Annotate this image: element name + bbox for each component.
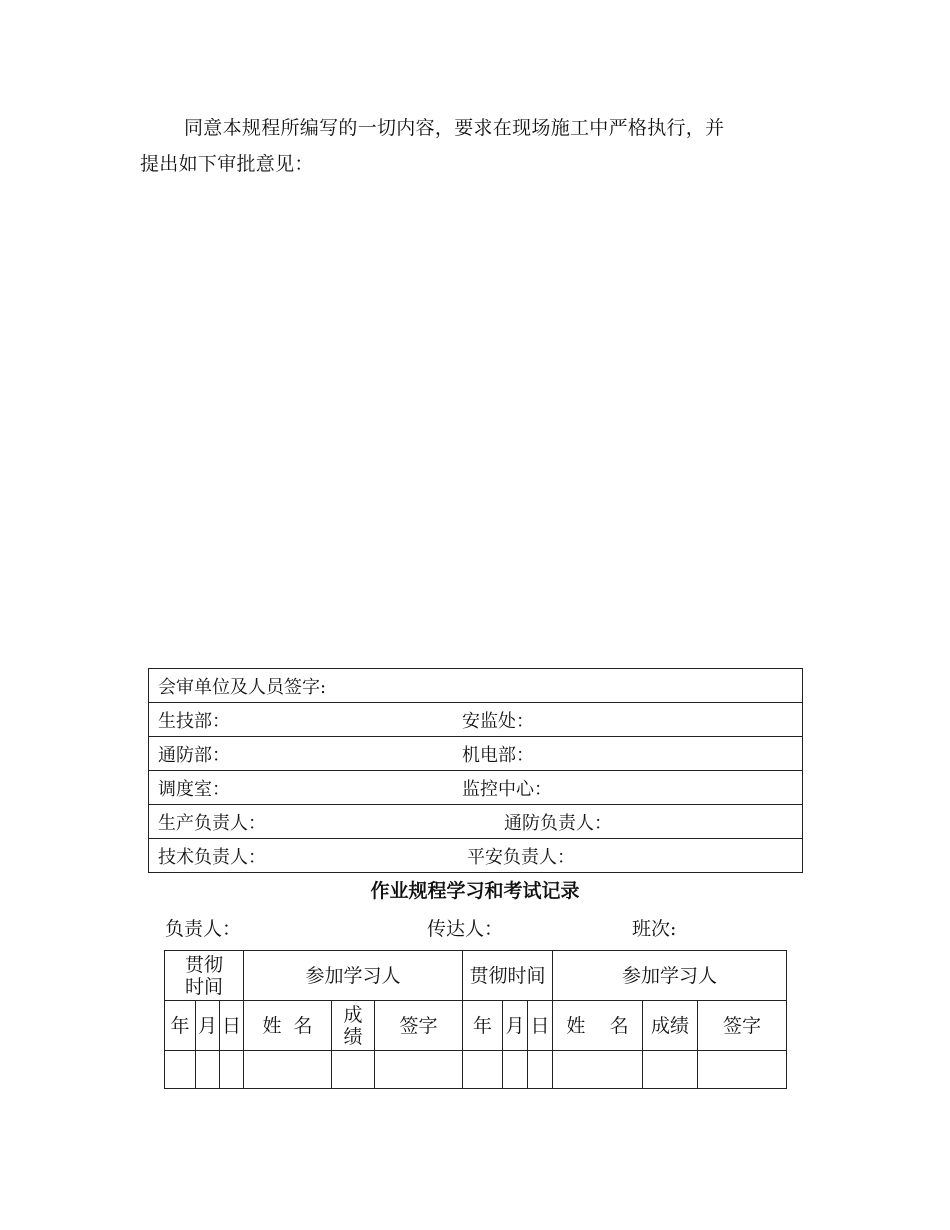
shift-label: 班次: (632, 918, 677, 940)
empty-cell[interactable] (643, 1051, 698, 1089)
empty-cell[interactable] (375, 1051, 463, 1089)
signoff-header: 会审单位及人员签字: (149, 669, 803, 703)
signoff-dept-right: 机电部： (462, 744, 534, 766)
study-record-table (164, 950, 787, 1089)
signoff-row (149, 839, 803, 873)
time-header: 贯彻 时间 (165, 951, 244, 1001)
name-header: 姓 名 (553, 1001, 643, 1051)
score-header: 成绩 (643, 1001, 698, 1051)
empty-cell[interactable] (698, 1051, 787, 1089)
approval-line-1: 同意本规程所编写的一切内容，要求在现场施工中严格执行，并 (184, 117, 725, 139)
day-header: 日 (220, 1001, 244, 1051)
empty-cell[interactable] (165, 1051, 196, 1089)
signoff-lead-left: 生产负责人： (158, 812, 266, 834)
time-header: 贯彻时间 (463, 951, 553, 1001)
score-header: 成 绩 (332, 1001, 375, 1051)
responsible-label: 负责人： (165, 918, 242, 940)
record-empty-row (165, 1051, 787, 1089)
empty-cell[interactable] (463, 1051, 503, 1089)
signoff-lead-right: 平安负责人： (467, 846, 575, 868)
signoff-header-row (149, 669, 803, 703)
day-header: 日 (528, 1001, 553, 1051)
empty-cell[interactable] (220, 1051, 244, 1089)
month-header: 月 (503, 1001, 528, 1051)
signature-header: 签字 (698, 1001, 787, 1051)
year-header: 年 (165, 1001, 196, 1051)
signoff-lead-left: 技术负责人： (158, 846, 266, 868)
signoff-dept-left: 调度室： (158, 778, 230, 800)
empty-cell[interactable] (503, 1051, 528, 1089)
signoff-row (149, 771, 803, 805)
signoff-row (149, 703, 803, 737)
signoff-table (148, 668, 803, 873)
record-header-row (165, 951, 787, 1001)
participants-header: 参加学习人 (244, 951, 463, 1001)
signoff-lead-right: 通防负责人： (504, 812, 612, 834)
approval-line-2: 提出如下审批意见： (140, 153, 314, 175)
record-title: 作业规程学习和考试记录 (370, 880, 580, 902)
signoff-dept-right: 监控中心： (462, 778, 552, 800)
empty-cell[interactable] (553, 1051, 643, 1089)
empty-cell[interactable] (244, 1051, 332, 1089)
year-header: 年 (463, 1001, 503, 1051)
signoff-row (149, 805, 803, 839)
signoff-row (149, 737, 803, 771)
participants-header: 参加学习人 (553, 951, 787, 1001)
signoff-dept-left: 生技部： (158, 710, 230, 732)
name-header: 姓 名 (244, 1001, 332, 1051)
signature-header: 签字 (375, 1001, 463, 1051)
empty-cell[interactable] (528, 1051, 553, 1089)
relayer-label: 传达人： (427, 918, 504, 940)
signoff-dept-right: 安监处： (462, 710, 534, 732)
signoff-dept-left: 通防部： (158, 744, 230, 766)
record-subheader-row (165, 1001, 787, 1051)
empty-cell[interactable] (196, 1051, 220, 1089)
month-header: 月 (196, 1001, 220, 1051)
empty-cell[interactable] (332, 1051, 375, 1089)
